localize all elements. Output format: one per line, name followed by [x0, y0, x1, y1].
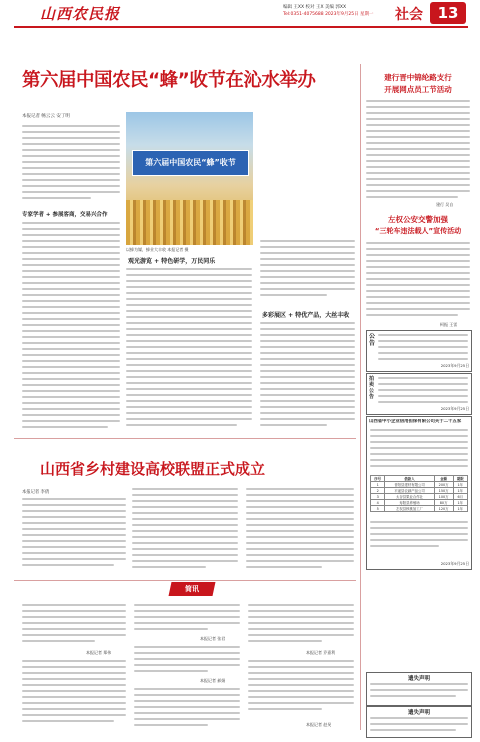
right-top-title-line2: 开展网点员工节活动 [384, 85, 452, 94]
lead-subhead-2: 观光游览 + 特色研学，万民同乐 [128, 258, 216, 265]
lead-photo-caption: 以蜂为媒，蜂业大丰收 本报记者 摄 [126, 247, 189, 252]
notice-table-header: 期限 [453, 476, 467, 482]
notice-table-cell: 80万 [434, 500, 453, 506]
notice-3-date: 2023年9月25日 [440, 561, 469, 566]
second-title: 山西省乡村建设高校联盟正式成立 [40, 460, 266, 478]
right-mid-title-line2: “三轮车违法载人”宣传活动 [374, 227, 462, 235]
photo-crowd [126, 200, 253, 245]
lead-body-col3b [260, 322, 355, 434]
lead-title: 第六届中国农民“蜂”收节在沁水举办 [22, 70, 316, 91]
notice-table-cell: 昔阳县建材有限公司 [385, 482, 434, 488]
second-body-col2 [132, 488, 238, 574]
right-top-body [366, 100, 470, 202]
brief-credit-2: 本报记者 张君 [200, 636, 226, 641]
right-top-title-line1: 建行晋中锦纶路支行 [384, 73, 452, 82]
lead-byline: 本报记者 畅云云 安丁明 [22, 114, 70, 119]
notice-3-title: 山西省中小企业信用担保有限公司关于二十五家 [369, 419, 462, 424]
brief-col3-b [248, 660, 354, 718]
notice-table-cell: 3 [371, 494, 385, 500]
lead-body-col1b [22, 222, 120, 432]
brief-col1-b [22, 660, 126, 732]
notice-table-cell: 2 [371, 488, 385, 494]
lead-body-col3 [260, 240, 355, 302]
photo-banner-text: 第六届中国农民“蜂”收节 [145, 158, 236, 167]
second-body-col3 [246, 488, 354, 574]
notice-box-2 [366, 373, 472, 415]
lead-photo [126, 112, 253, 245]
notice-3-footer [370, 521, 468, 555]
lead-subhead-1: 专家学者 + 参展客商，交易兴合作 [22, 212, 108, 218]
notice-box-3 [366, 416, 472, 570]
masthead-rule [14, 26, 468, 28]
notice-4-body [370, 683, 468, 703]
briefs-label: 简讯 [185, 585, 199, 593]
masthead-info-line1: 编辑 王XX 校对 王X 美编 郭XX [283, 5, 347, 10]
second-body-col1 [22, 498, 126, 574]
notice-table-cell: 6月 [453, 494, 467, 500]
brief-credit-5: 本报记者 赵旻 [306, 722, 332, 727]
notice-table-cell: 150万 [434, 488, 453, 494]
notice-box-1 [366, 330, 472, 372]
brief-col2-c [134, 688, 240, 732]
notice-4-title: 遗失声明 [407, 676, 430, 682]
notice-table-cell: 4 [371, 500, 385, 506]
briefs-label-badge [169, 582, 216, 596]
notice-table-cell: 100万 [434, 494, 453, 500]
notice-5-body [370, 717, 468, 735]
notice-5-title: 遗失声明 [407, 710, 430, 716]
notice-2-date: 2023年9月25日 [440, 406, 469, 411]
section-label: 社会 [395, 7, 423, 23]
notice-box-5 [366, 706, 472, 738]
notice-1-date: 2023年9月25日 [440, 363, 469, 368]
masthead-info-line2: Tel:0351-4075688 2023年9月25日 星期一 [283, 12, 374, 17]
notice-table [370, 475, 468, 512]
notice-table-cell: 1年 [453, 482, 467, 488]
brief-credit-3: 本报记者 郝娟 [200, 678, 226, 683]
notice-table-row [371, 506, 468, 512]
column-divider-right [360, 64, 361, 730]
notice-table-cell: 寿阳县养殖场 [385, 500, 434, 506]
brief-col2-a [134, 604, 240, 634]
brief-col3-a [248, 604, 354, 648]
notice-table-cell: 120万 [434, 506, 453, 512]
page-number-badge [430, 2, 466, 24]
notice-table-cell: 1年 [453, 488, 467, 494]
notice-table-cell: 太谷县果业合作社 [385, 494, 434, 500]
notice-2-label: 拍卖公告 [369, 376, 375, 400]
newspaper-logo: 山西农民报 [40, 5, 121, 23]
notice-table-cell: 平遥县农副产品公司 [385, 488, 434, 494]
notice-table-header: 序号 [371, 476, 385, 482]
notice-table-cell: 左权县核桃加工厂 [385, 506, 434, 512]
notice-1-body [378, 334, 468, 362]
notice-2-body [378, 377, 468, 405]
brief-credit-1: 本报记者 郑伟 [86, 650, 112, 655]
briefs-top-rule [14, 580, 356, 581]
second-top-rule [14, 438, 356, 439]
second-byline: 本报记者 李倩 [22, 490, 50, 495]
brief-credit-4: 本报记者 乔嘉利 [306, 650, 336, 655]
lead-body-col1 [22, 125, 120, 207]
notice-table-header: 借款人 [385, 476, 434, 482]
lead-body-col2 [126, 268, 252, 434]
brief-col2-b [134, 646, 240, 676]
photo-stage-banner [132, 150, 249, 176]
notice-table-cell: 1 [371, 482, 385, 488]
notice-table-cell: 5 [371, 506, 385, 512]
notice-table-cell: 1年 [453, 506, 467, 512]
notice-3-body [370, 429, 468, 473]
right-mid-title-line1: 左权公安交警加强 [388, 215, 448, 224]
right-mid-body [366, 242, 470, 320]
masthead [0, 0, 480, 26]
right-top-byline: 建行 吴自 [436, 202, 454, 207]
brief-col1-a [22, 604, 126, 648]
notice-box-4 [366, 672, 472, 706]
notice-table-cell: 200万 [434, 482, 453, 488]
page-number: 13 [437, 4, 459, 22]
notice-table-header: 金额 [434, 476, 453, 482]
notice-table-wrap [370, 475, 468, 512]
lead-subhead-3: 多彩展区 + 特优产品，大丝丰收 [262, 312, 350, 319]
notice-1-label: 公告 [369, 333, 376, 347]
notice-table-cell: 1年 [453, 500, 467, 506]
right-mid-byline: 柯振 王雷 [440, 322, 458, 327]
